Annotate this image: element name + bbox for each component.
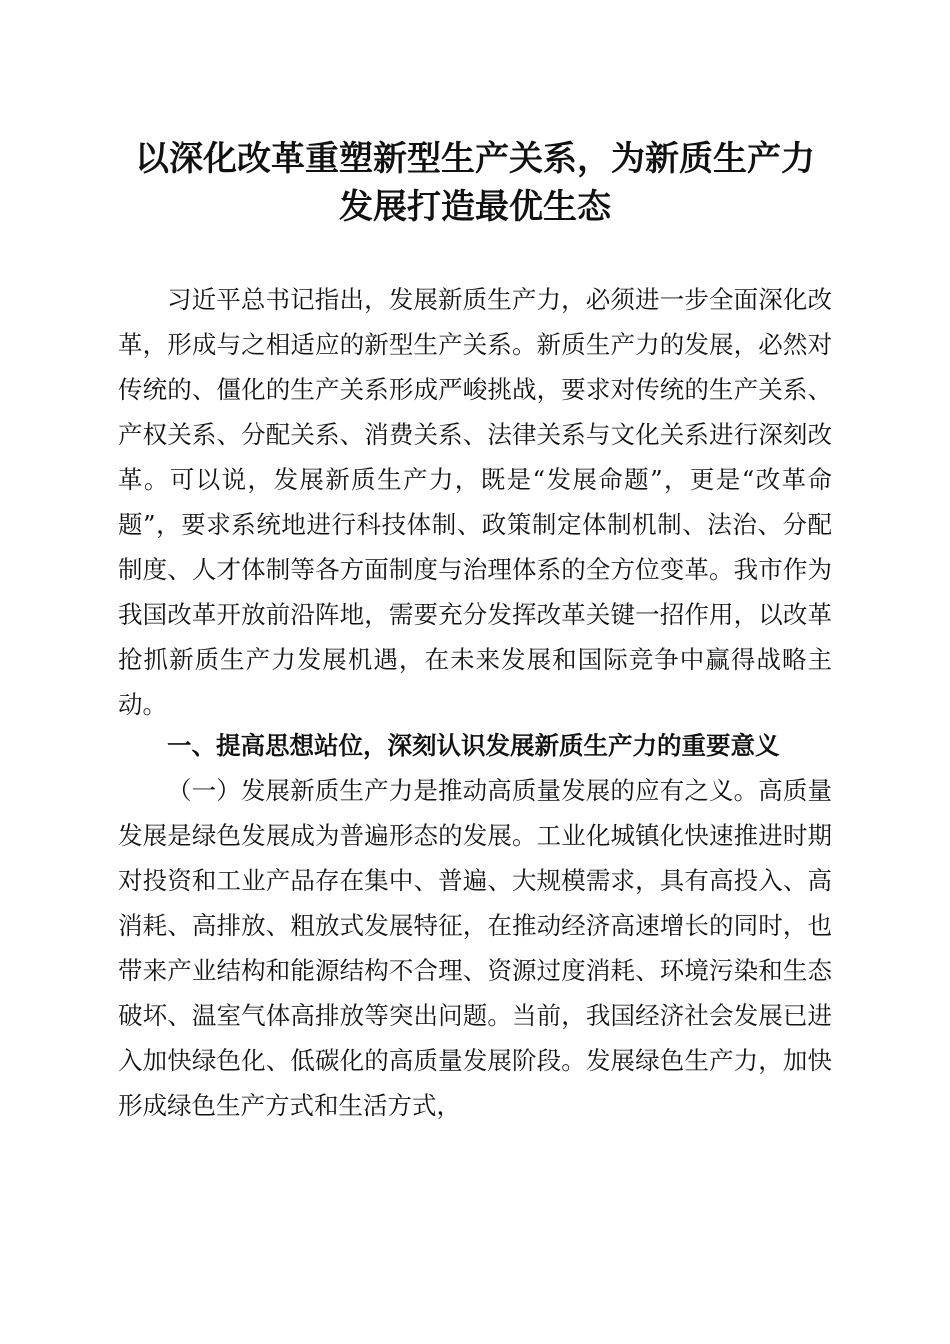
intro-paragraph: 习近平总书记指出，发展新质生产力，必须进一步全面深化改革，形成与之相适应的新型生产关系。新质生产力的发展，必然对传统的、僵化的生产关系形成严峻挑战，要求对传统的生产关系、产权关系、分配关系、消费关系、法律关系与文化关系进行深刻改革。可以说，发展新质生产力，既是“发展命题”，更是“改革命题”，要求系统地进行科技体制、政策制定体制机制、法治、分配制度、人才体制等各方面制度与治理体系的全方位变革。我市作为我国改革开放前沿阵地，需要充分发挥改革关键一招作用，以改革抢抓新质生产力发展机遇，在未来发展和国际竞争中赢得战略主动。	[118, 285, 832, 719]
section-heading-1: 一、提高思想站位，深刻认识发展新质生产力的重要意义	[167, 731, 780, 760]
document-title-line-2: 发展打造最优生态	[339, 187, 611, 227]
subsection-paragraph-1: （一）发展新质生产力是推动高质量发展的应有之义。高质量发展是绿色发展成为普遍形态的发展。工业化城镇化快速推进时期对投资和工业产品存在集中、普遍、大规模需求，具有高投入、高消耗、高排放、粗放式发展特征，在推动经济高速增长的同时，也带来产业结构和能源结构不合理、资源过度消耗、环境污染和生态破坏、温室气体高排放等突出问题。当前，我国经济社会发展已进入加快绿色化、低碳化的高质量发展阶段。发展绿色生产力，加快形成绿色生产方式和生活方式，	[118, 776, 832, 1120]
document-title-line-1: 以深化改革重塑新型生产关系，为新质生产力	[135, 139, 815, 179]
